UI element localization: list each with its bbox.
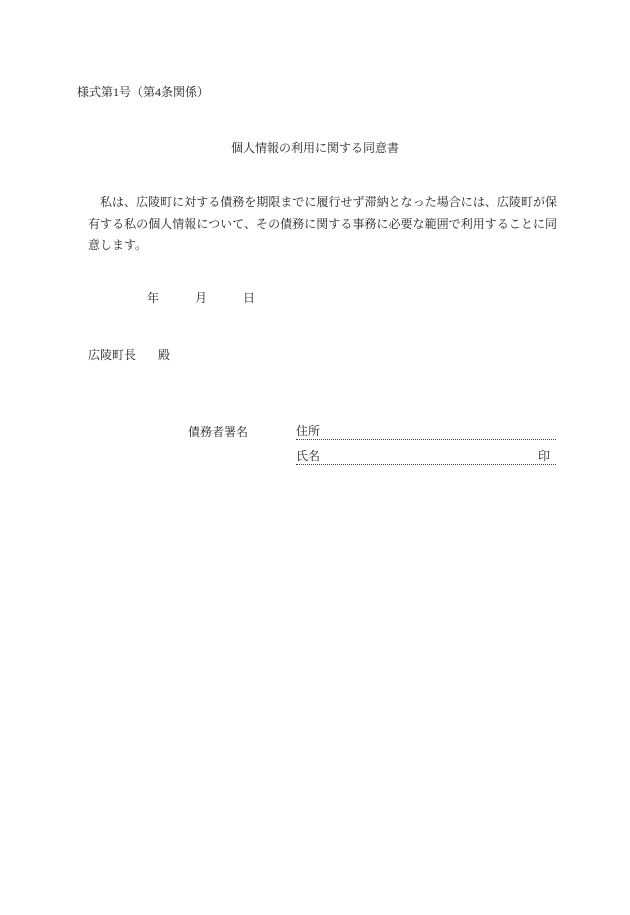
address-label: 住所 xyxy=(296,424,321,438)
addressee-honorific: 殿 xyxy=(158,348,171,362)
consent-line: 私は、広陵町に対する債務を期限までに履行せず滞納となった場合には、広陵町が保 xyxy=(100,195,557,209)
consent-line: 意します。 xyxy=(88,238,148,252)
date-month-label: 月 xyxy=(195,291,208,305)
date-day-label: 日 xyxy=(243,291,256,305)
address-field[interactable] xyxy=(296,424,556,440)
document-title: 個人情報の利用に関する同意書 xyxy=(230,141,399,155)
seal-label: 印 xyxy=(537,449,550,463)
date-year-label: 年 xyxy=(147,291,160,305)
addressee-name: 広陵町長 xyxy=(88,348,137,362)
signature-heading: 債務者署名 xyxy=(188,425,249,439)
consent-line: 有する私の個人情報について、その債務に関する事務に必要な範囲で利用することに同 xyxy=(88,217,557,231)
name-label: 氏名 xyxy=(296,449,321,463)
form-number: 様式第1号（第4条関係） xyxy=(77,85,210,99)
name-field[interactable] xyxy=(296,449,556,465)
